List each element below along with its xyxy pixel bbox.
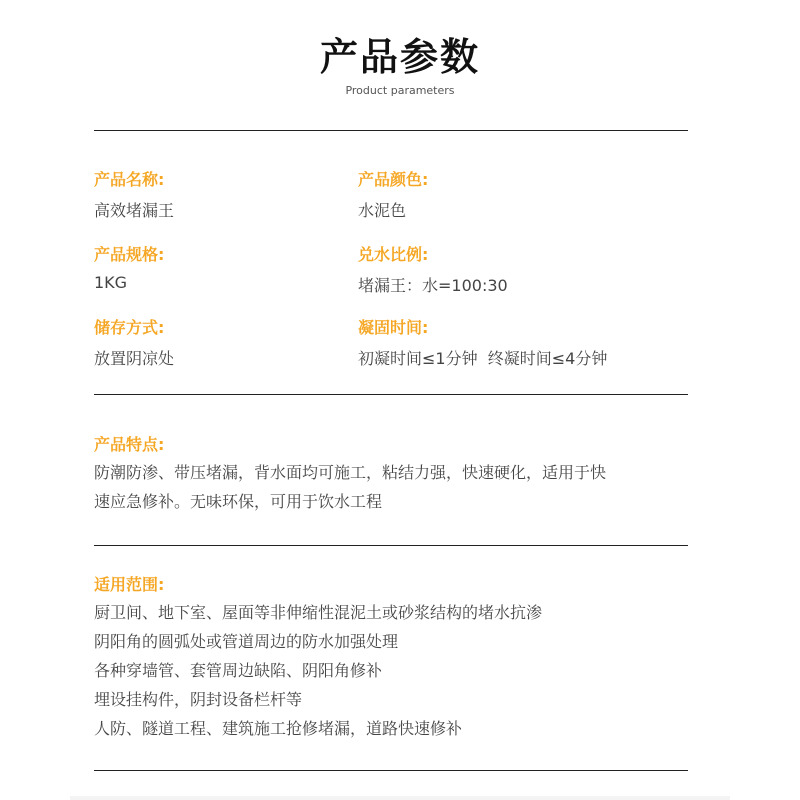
scope-line: 厨卫间、地下室、屋面等非伸缩性混泥土或砂浆结构的堵水抗渗 bbox=[94, 603, 543, 622]
features-line: 防潮防渗、带压堵漏，背水面均可施工，粘结力强，快速硬化，适用于快 bbox=[94, 463, 607, 482]
divider-top bbox=[94, 130, 688, 131]
scope-line: 阴阳角的圆弧处或管道周边的防水加强处理 bbox=[94, 632, 399, 651]
features-line: 速应急修补。无味环保，可用于饮水工程 bbox=[94, 492, 383, 511]
page-title: 产品参数 bbox=[319, 35, 480, 79]
label-product-spec: 产品规格: bbox=[94, 245, 165, 264]
label-storage: 储存方式: bbox=[94, 318, 165, 337]
label-product-color: 产品颜色: bbox=[358, 170, 429, 189]
divider-features bbox=[94, 545, 688, 546]
value-product-spec: 1KG bbox=[94, 273, 128, 292]
value-product-name: 高效堵漏王 bbox=[94, 201, 175, 220]
scope-line: 人防、隧道工程、建筑施工抢修堵漏，道路快速修补 bbox=[94, 719, 463, 738]
label-scope: 适用范围: bbox=[94, 575, 165, 594]
scope-list bbox=[94, 598, 694, 743]
label-product-name: 产品名称: bbox=[94, 170, 165, 189]
value-setting-time: 初凝时间≤1分钟 终凝时间≤4分钟 bbox=[358, 349, 608, 368]
divider-bottom bbox=[94, 770, 688, 771]
bottom-band bbox=[70, 796, 730, 800]
features-text bbox=[94, 458, 694, 516]
value-storage: 放置阴凉处 bbox=[94, 349, 175, 368]
value-water-ratio: 堵漏王：水=100:30 bbox=[358, 276, 508, 295]
value-product-color: 水泥色 bbox=[358, 201, 407, 220]
scope-line: 埋设挂构件，阴封设备栏杆等 bbox=[94, 690, 303, 709]
label-setting-time: 凝固时间: bbox=[358, 318, 429, 337]
label-features: 产品特点: bbox=[94, 435, 165, 454]
label-water-ratio: 兑水比例: bbox=[358, 245, 429, 264]
scope-line: 各种穿墙管、套管周边缺陷、阴阳角修补 bbox=[94, 661, 383, 680]
divider-params bbox=[94, 394, 688, 395]
page-subtitle: Product parameters bbox=[345, 84, 455, 97]
